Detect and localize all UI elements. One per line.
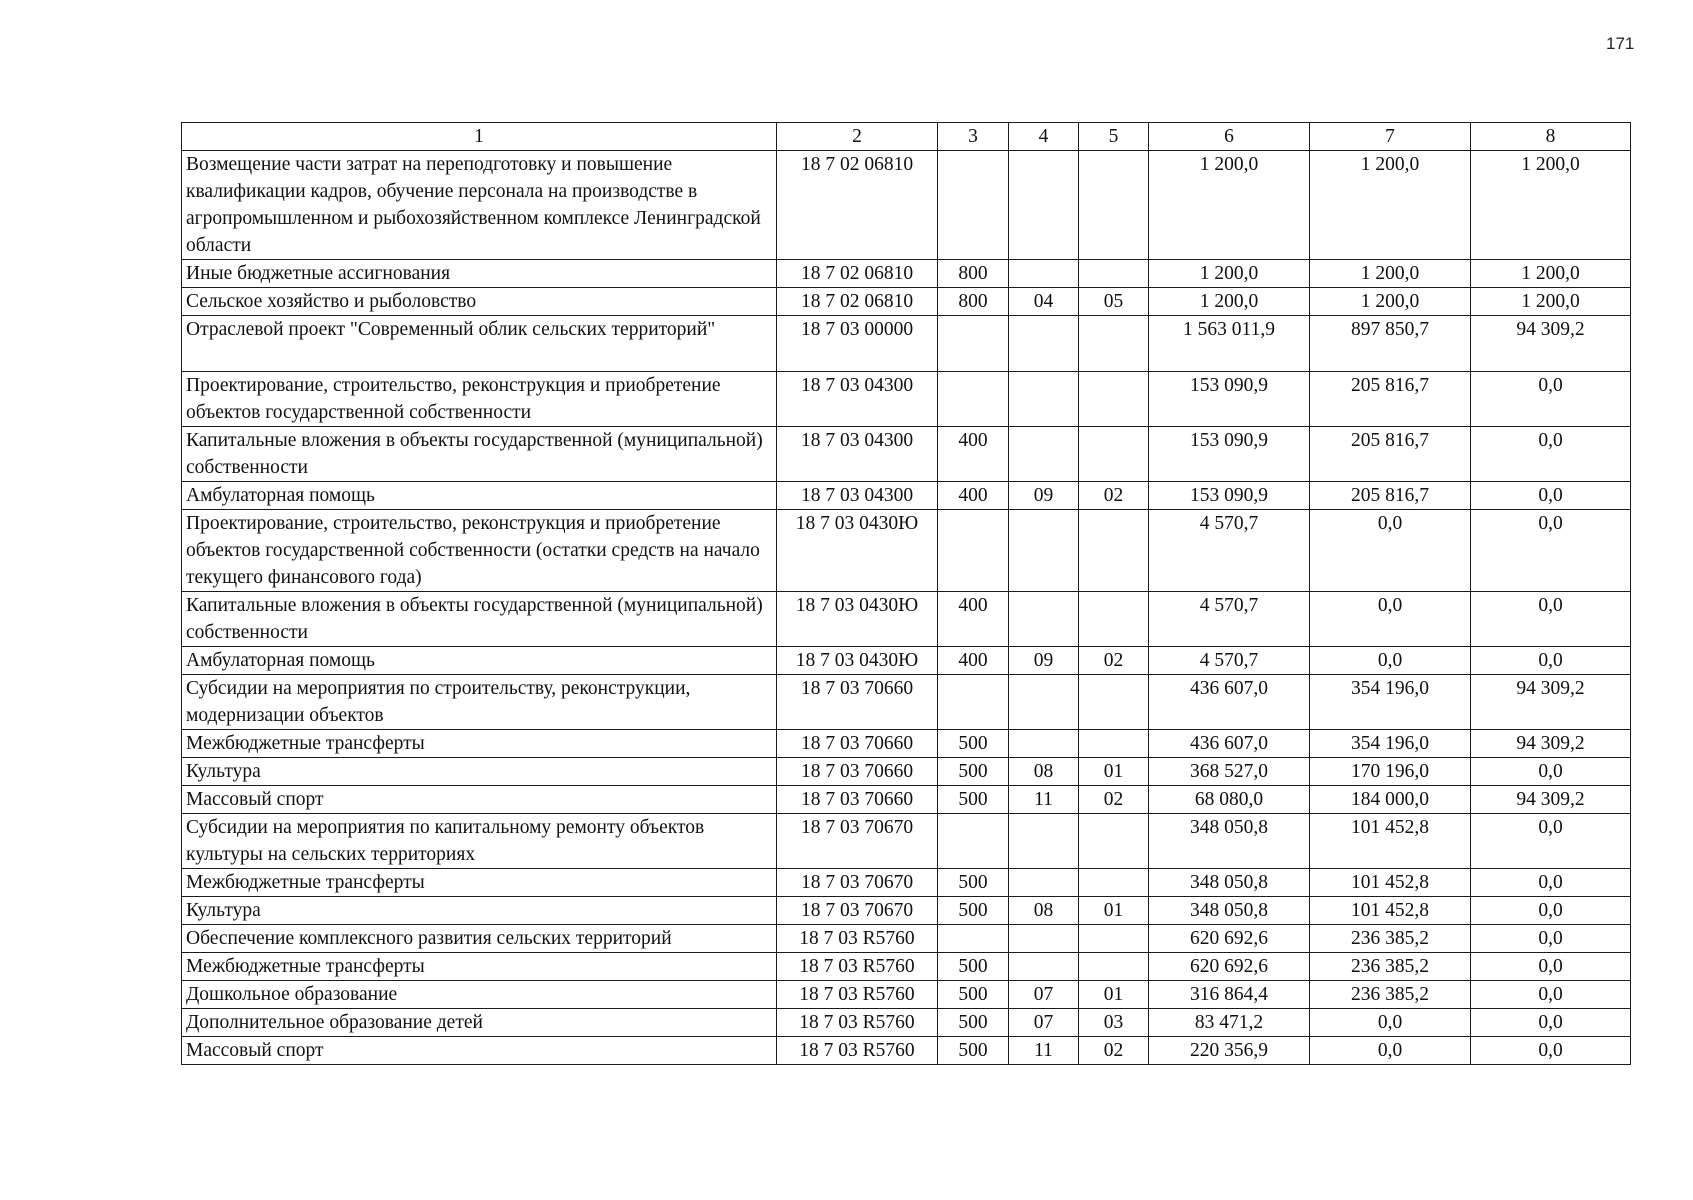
amount-col6: 68 080,0 [1149,786,1310,814]
amount-col7: 0,0 [1310,510,1471,592]
amount-col6: 1 200,0 [1149,260,1310,288]
amount-col6: 368 527,0 [1149,758,1310,786]
subsection [1079,925,1149,953]
item-name: Массовый спорт [182,1037,777,1065]
subsection: 02 [1079,482,1149,510]
header-cell: 3 [938,123,1009,151]
item-name: Сельское хозяйство и рыболовство [182,288,777,316]
table-row [182,925,1631,953]
amount-col8: 0,0 [1471,372,1631,427]
target-code: 18 7 02 06810 [777,151,938,260]
target-code: 18 7 03 R5760 [777,1009,938,1037]
item-name: Обеспечение комплексного развития сельских территорий [182,925,777,953]
header-cell: 6 [1149,123,1310,151]
table-row [182,151,1631,260]
amount-col6: 436 607,0 [1149,675,1310,730]
amount-col7: 205 816,7 [1310,482,1471,510]
item-name: Иные бюджетные ассигнования [182,260,777,288]
expense-type: 400 [938,427,1009,482]
amount-col8: 0,0 [1471,1037,1631,1065]
subsection: 02 [1079,786,1149,814]
item-name: Массовый спорт [182,786,777,814]
subsection [1079,427,1149,482]
table-body [182,123,1631,1065]
amount-col6: 4 570,7 [1149,592,1310,647]
section [1009,427,1079,482]
section: 08 [1009,758,1079,786]
amount-col6: 153 090,9 [1149,372,1310,427]
section: 09 [1009,482,1079,510]
subsection [1079,151,1149,260]
header-row [182,123,1631,151]
table-row [182,372,1631,427]
subsection [1079,953,1149,981]
amount-col8: 0,0 [1471,427,1631,482]
table-row [182,869,1631,897]
amount-col8: 0,0 [1471,897,1631,925]
amount-col7: 0,0 [1310,1009,1471,1037]
expense-type [938,925,1009,953]
amount-col8: 0,0 [1471,869,1631,897]
amount-col6: 153 090,9 [1149,482,1310,510]
header-cell: 1 [182,123,777,151]
amount-col6: 4 570,7 [1149,510,1310,592]
section [1009,730,1079,758]
amount-col6: 348 050,8 [1149,897,1310,925]
page-number: 171 [1606,34,1635,53]
amount-col7: 236 385,2 [1310,953,1471,981]
amount-col8: 0,0 [1471,510,1631,592]
item-name: Межбюджетные трансферты [182,953,777,981]
item-name: Капитальные вложения в объекты государственной (муниципальной) собственности [182,427,777,482]
target-code: 18 7 03 00000 [777,316,938,372]
amount-col7: 170 196,0 [1310,758,1471,786]
expense-type: 500 [938,758,1009,786]
amount-col7: 101 452,8 [1310,814,1471,869]
item-name: Культура [182,758,777,786]
item-name: Дополнительное образование детей [182,1009,777,1037]
target-code: 18 7 03 04300 [777,372,938,427]
table-row [182,1009,1631,1037]
item-name: Проектирование, строительство, реконструкция и приобретение объектов государственной собственности [182,372,777,427]
table-row [182,260,1631,288]
amount-col6: 316 864,4 [1149,981,1310,1009]
amount-col8: 94 309,2 [1471,730,1631,758]
section: 07 [1009,981,1079,1009]
amount-col7: 0,0 [1310,647,1471,675]
item-name: Межбюджетные трансферты [182,730,777,758]
budget-table [181,122,1631,1065]
target-code: 18 7 03 70660 [777,786,938,814]
target-code: 18 7 03 R5760 [777,925,938,953]
expense-type: 500 [938,869,1009,897]
target-code: 18 7 03 0430Ю [777,592,938,647]
amount-col8: 1 200,0 [1471,151,1631,260]
section [1009,869,1079,897]
section: 11 [1009,1037,1079,1065]
target-code: 18 7 03 0430Ю [777,647,938,675]
target-code: 18 7 03 R5760 [777,1037,938,1065]
target-code: 18 7 03 70670 [777,814,938,869]
item-name: Капитальные вложения в объекты государственной (муниципальной) собственности [182,592,777,647]
header-cell: 7 [1310,123,1471,151]
item-name: Проектирование, строительство, реконструкция и приобретение объектов государственной собственности (остатки средств на начало текущего финансового года) [182,510,777,592]
table-row [182,288,1631,316]
section [1009,953,1079,981]
header-cell: 8 [1471,123,1631,151]
expense-type: 400 [938,482,1009,510]
amount-col7: 354 196,0 [1310,675,1471,730]
amount-col6: 1 200,0 [1149,151,1310,260]
target-code: 18 7 03 70660 [777,675,938,730]
amount-col7: 101 452,8 [1310,897,1471,925]
amount-col8: 0,0 [1471,814,1631,869]
amount-col8: 0,0 [1471,925,1631,953]
section [1009,510,1079,592]
expense-type: 400 [938,647,1009,675]
expense-type: 500 [938,1009,1009,1037]
target-code: 18 7 03 70660 [777,758,938,786]
table-row [182,814,1631,869]
amount-col7: 101 452,8 [1310,869,1471,897]
target-code: 18 7 02 06810 [777,260,938,288]
subsection [1079,372,1149,427]
table-row [182,316,1631,372]
table-row [182,675,1631,730]
expense-type: 500 [938,981,1009,1009]
amount-col6: 1 200,0 [1149,288,1310,316]
amount-col8: 0,0 [1471,482,1631,510]
amount-col6: 153 090,9 [1149,427,1310,482]
item-name: Амбулаторная помощь [182,647,777,675]
section: 04 [1009,288,1079,316]
amount-col8: 0,0 [1471,953,1631,981]
amount-col6: 1 563 011,9 [1149,316,1310,372]
subsection: 02 [1079,1037,1149,1065]
amount-col7: 1 200,0 [1310,260,1471,288]
target-code: 18 7 02 06810 [777,288,938,316]
target-code: 18 7 03 70670 [777,869,938,897]
expense-type [938,814,1009,869]
section [1009,260,1079,288]
amount-col7: 205 816,7 [1310,372,1471,427]
subsection [1079,592,1149,647]
amount-col7: 0,0 [1310,1037,1471,1065]
item-name: Амбулаторная помощь [182,482,777,510]
amount-col6: 348 050,8 [1149,814,1310,869]
amount-col8: 94 309,2 [1471,786,1631,814]
section [1009,814,1079,869]
item-name: Отраслевой проект "Современный облик сельских территорий" [182,316,777,372]
subsection: 02 [1079,647,1149,675]
table-row [182,730,1631,758]
amount-col7: 1 200,0 [1310,151,1471,260]
subsection: 01 [1079,897,1149,925]
item-name: Субсидии на мероприятия по капитальному ремонту объектов культуры на сельских территориях [182,814,777,869]
target-code: 18 7 03 0430Ю [777,510,938,592]
subsection [1079,814,1149,869]
item-name: Возмещение части затрат на переподготовку и повышение квалификации кадров, обучение персонала на производстве в агропромышленном и рыбохозяйственном комплексе Ленинградской области [182,151,777,260]
expense-type: 500 [938,786,1009,814]
amount-col6: 620 692,6 [1149,953,1310,981]
table-row [182,1037,1631,1065]
target-code: 18 7 03 R5760 [777,953,938,981]
expense-type: 400 [938,592,1009,647]
target-code: 18 7 03 70670 [777,897,938,925]
subsection: 03 [1079,1009,1149,1037]
subsection [1079,316,1149,372]
amount-col6: 83 471,2 [1149,1009,1310,1037]
table-row [182,427,1631,482]
subsection [1079,730,1149,758]
amount-col8: 94 309,2 [1471,675,1631,730]
subsection: 05 [1079,288,1149,316]
target-code: 18 7 03 04300 [777,427,938,482]
amount-col8: 0,0 [1471,592,1631,647]
header-cell: 5 [1079,123,1149,151]
subsection [1079,260,1149,288]
table-row [182,482,1631,510]
table-row [182,981,1631,1009]
expense-type [938,510,1009,592]
amount-col7: 205 816,7 [1310,427,1471,482]
subsection [1079,675,1149,730]
table-row [182,758,1631,786]
header-cell: 2 [777,123,938,151]
item-name: Субсидии на мероприятия по строительству, реконструкции, модернизации объектов [182,675,777,730]
expense-type: 500 [938,953,1009,981]
table-row [182,786,1631,814]
section [1009,675,1079,730]
amount-col7: 1 200,0 [1310,288,1471,316]
expense-type [938,316,1009,372]
table-row [182,510,1631,592]
section [1009,316,1079,372]
expense-type [938,151,1009,260]
amount-col6: 620 692,6 [1149,925,1310,953]
table-row [182,897,1631,925]
amount-col7: 236 385,2 [1310,925,1471,953]
section [1009,372,1079,427]
item-name: Культура [182,897,777,925]
subsection [1079,510,1149,592]
table-row [182,953,1631,981]
expense-type: 500 [938,730,1009,758]
section: 08 [1009,897,1079,925]
amount-col7: 897 850,7 [1310,316,1471,372]
amount-col6: 348 050,8 [1149,869,1310,897]
amount-col7: 354 196,0 [1310,730,1471,758]
item-name: Дошкольное образование [182,981,777,1009]
target-code: 18 7 03 R5760 [777,981,938,1009]
amount-col8: 1 200,0 [1471,288,1631,316]
expense-type: 500 [938,1037,1009,1065]
header-cell: 4 [1009,123,1079,151]
target-code: 18 7 03 04300 [777,482,938,510]
expense-type [938,372,1009,427]
expense-type: 500 [938,897,1009,925]
amount-col6: 436 607,0 [1149,730,1310,758]
section [1009,592,1079,647]
subsection: 01 [1079,758,1149,786]
target-code: 18 7 03 70660 [777,730,938,758]
amount-col7: 236 385,2 [1310,981,1471,1009]
expense-type: 800 [938,260,1009,288]
table-row [182,647,1631,675]
subsection [1079,869,1149,897]
amount-col7: 184 000,0 [1310,786,1471,814]
section: 11 [1009,786,1079,814]
item-name: Межбюджетные трансферты [182,869,777,897]
expense-type: 800 [938,288,1009,316]
amount-col6: 4 570,7 [1149,647,1310,675]
amount-col6: 220 356,9 [1149,1037,1310,1065]
section [1009,151,1079,260]
amount-col8: 0,0 [1471,981,1631,1009]
amount-col8: 1 200,0 [1471,260,1631,288]
table-row [182,592,1631,647]
amount-col8: 0,0 [1471,647,1631,675]
section: 07 [1009,1009,1079,1037]
section: 09 [1009,647,1079,675]
subsection: 01 [1079,981,1149,1009]
amount-col8: 0,0 [1471,758,1631,786]
amount-col8: 94 309,2 [1471,316,1631,372]
section [1009,925,1079,953]
expense-type [938,675,1009,730]
amount-col7: 0,0 [1310,592,1471,647]
amount-col8: 0,0 [1471,1009,1631,1037]
